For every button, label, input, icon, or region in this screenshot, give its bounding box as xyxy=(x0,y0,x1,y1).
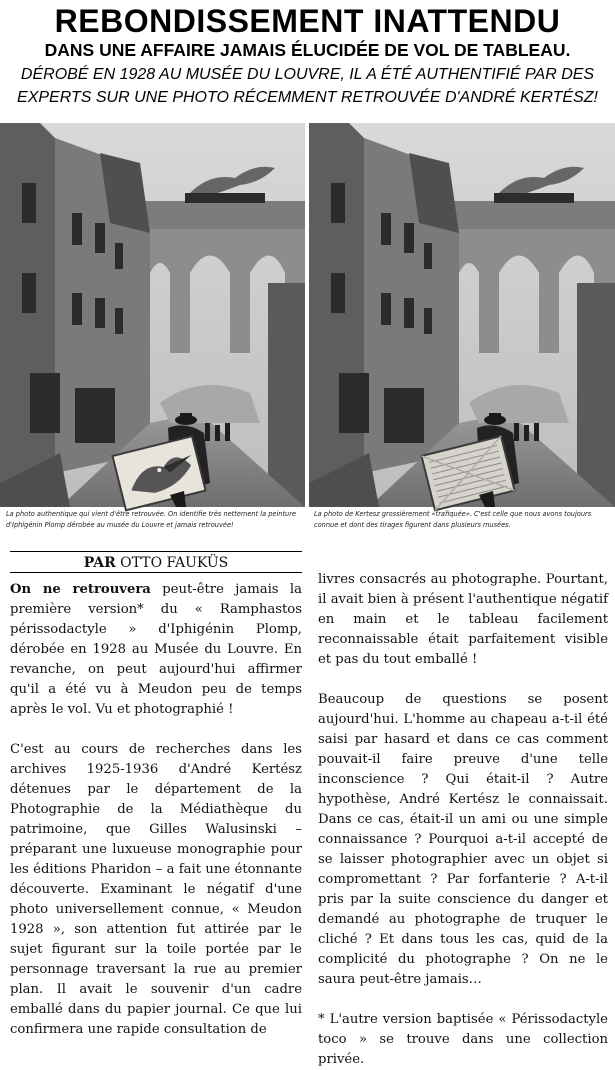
article-paragraph xyxy=(10,580,302,720)
doctored-photo-image xyxy=(309,123,615,507)
article-lead-in: On ne retrouvera xyxy=(10,582,151,597)
doctored-photo xyxy=(309,123,615,507)
byline-rule-top xyxy=(10,551,302,552)
byline-prefix: PAR xyxy=(83,555,116,571)
byline-rule-bottom xyxy=(10,572,302,573)
authentic-photo-caption: La photo authentique qui vient d'être retrouvée. On identifie très nettement la peinture d'Iphigénin Plomp dérobée au musée du Louvre et jamais retrouvée! xyxy=(6,510,296,529)
subheadline: DANS UNE AFFAIRE JAMAIS ÉLUCIDÉE DE VOL DE TABLEAU. xyxy=(44,40,571,60)
article-footnote: * L'autre version baptisée « Périssodactyle toco » se trouve dans une collection privée. xyxy=(318,1012,608,1067)
deck-text: DÉROBÉ EN 1928 AU MUSÉE DU LOUVRE, IL A ÉTÉ AUTHENTIFIÉ PAR DES EXPERTS SUR UNE PHOTO RÉCEMMENT RETROUVÉE D'ANDRÉ KERTÉSZ! xyxy=(17,66,598,106)
byline xyxy=(10,554,302,572)
headline: REBONDISSEMENT INATTENDU xyxy=(54,3,561,39)
article-paragraph: livres consacrés au photographe. Pourtant, il avait bien à présent l'authentique négatif en main et le tableau facilement reconnaissable était parfaitement visible et pas du tout emballé ! xyxy=(318,572,608,667)
article-paragraph-text: peut-être jamais la première version* du « Ramphastos périssodactyle » d'Iphigénin Plomp, dérobée en 1928 au Musée du Louvre. En revanche, on peut aujourd'hui affirmer qu'il a été vu à Meudon peu de temps après le vol. Vu et photographié ! xyxy=(10,582,302,717)
article-paragraph: C'est au cours de recherches dans les archives 1925-1936 d'André Kertész détenues par le département de la Photographie de la Médiathèque du patrimoine, que Gilles Walusinski – préparant une luxueuse monographie pour les éditions Pharidon – a fait une étonnante découverte. Examinant le négatif d'une photo universellement connue, « Meudon 1928 », son attention fut attirée par le sujet figurant sur la toile portée par le personnage traversant la rue au premier plan. Il avait le souvenir d'un cadre emballé dans du papier journal. Ce que lui confirmera une rapide consultation de xyxy=(10,742,302,1037)
article-paragraph: Beaucoup de questions se posent aujourd'hui. L'homme au chapeau a-t-il été saisi par hasard et dans ce cas comment pouvait-il faire preuve d'une telle inconscience ? Qui était-il ? Autre hypothèse, André Kertész le connaissait. Dans ce cas, était-il un ami ou une simple connaissance ? Pourquoi a-t-il accepté de se laisser photographier avec un objet si compromettant ? Par forfanterie ? A-t-il pris par la suite conscience du danger et demandé au photographe de truquer le cliché ? Et dans tous les cas, quid de la complicité du photographe ? On ne le saura peut-être jamais… xyxy=(318,692,608,987)
article-column-left xyxy=(10,580,302,1040)
authentic-photo xyxy=(0,123,305,507)
doctored-photo-caption: La photo de Kertesz grossièrement «trafiquée». C'est celle que nous avons toujours connue et dont des tirages figurent dans plusieurs musées. xyxy=(314,510,592,529)
authentic-photo-image xyxy=(0,123,305,507)
article-column-right xyxy=(318,570,608,1070)
byline-author: OTTO FAUKÜS xyxy=(120,555,229,571)
